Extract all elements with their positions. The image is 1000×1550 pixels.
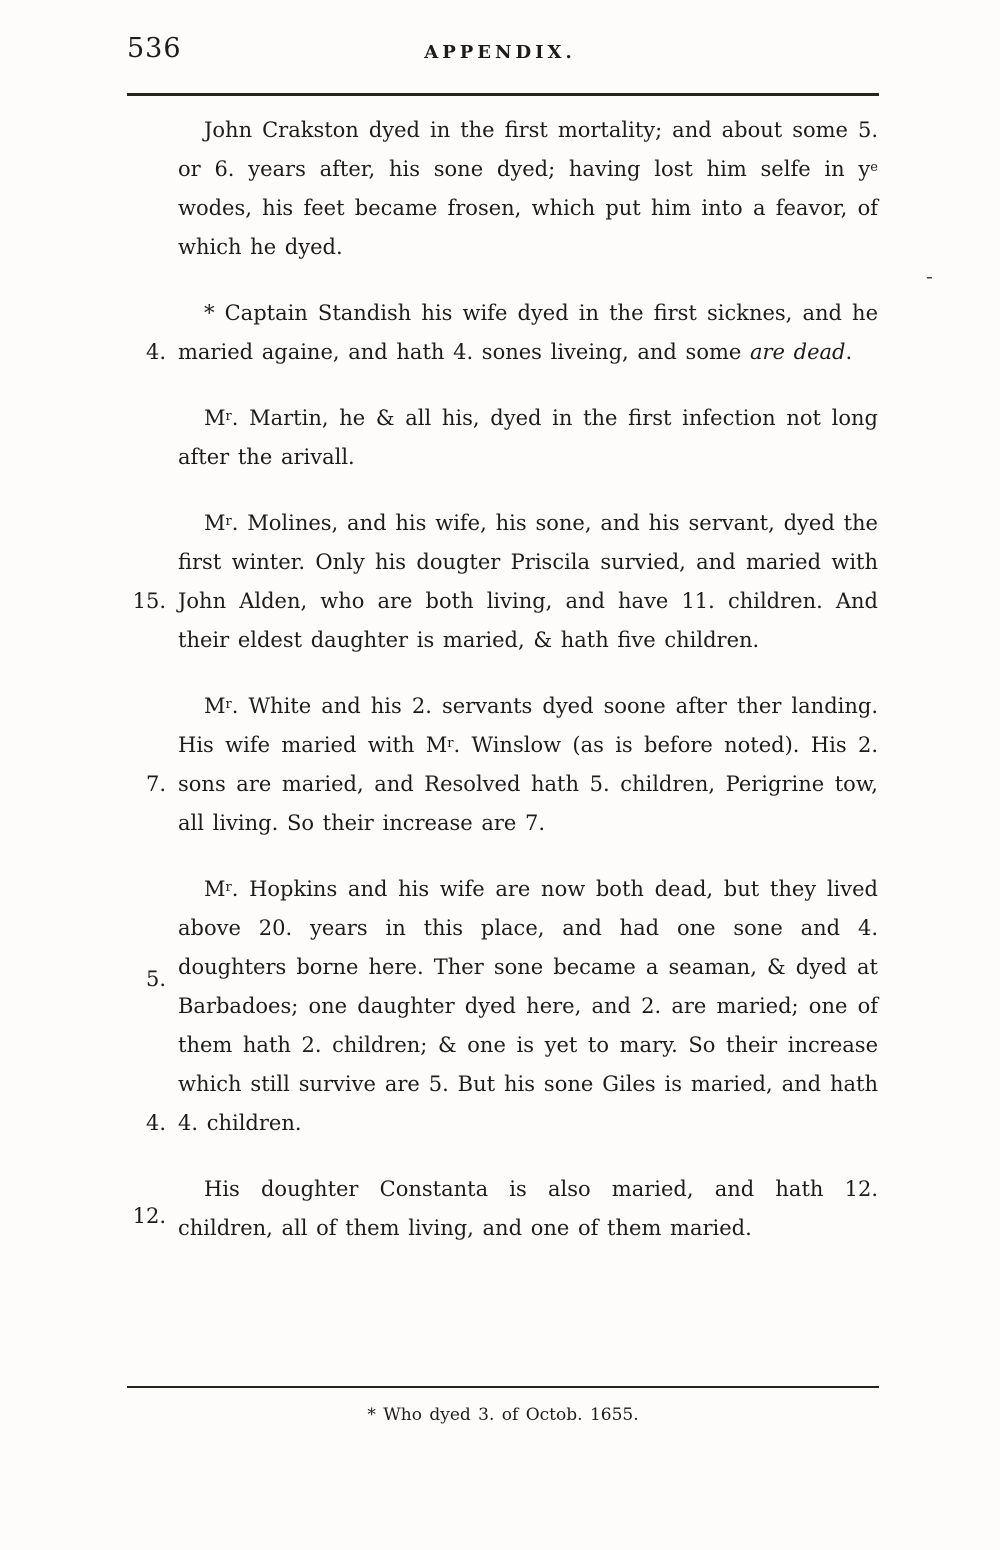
text-segment: are dead: [749, 340, 846, 364]
header-rule: [127, 93, 879, 96]
superscript: r: [225, 514, 232, 530]
paragraph: [178, 111, 878, 267]
superscript: r: [447, 736, 454, 752]
paragraph: [132, 1170, 878, 1248]
paragraph: [145, 294, 878, 372]
superscript: e: [870, 160, 878, 176]
text-segment: His doughter Constanta is also maried, and hath 12. children, all of them living, and one of them maried.: [178, 1177, 878, 1240]
text-segment: wodes, his feet became frosen, which put him into a feavor, of which he dyed.: [178, 196, 878, 259]
text-block: [132, 111, 878, 1275]
text-segment: .: [845, 340, 853, 364]
text-segment: . Hopkins and his wife are now both dead, but they lived above 20. years in this place, and had one sone and 4. doughters borne here. Ther sone became a seaman, & dyed at Barbadoes; one daughter dyed here, and 2. are maried; one of them hath 2. children; & one is yet to mary. So their increase which still survive are 5. But his sone Giles is maried, and hath 4. children.: [178, 877, 878, 1135]
text-segment: M: [204, 877, 226, 901]
superscript: r: [225, 880, 232, 896]
superscript: r: [225, 409, 232, 425]
page-number: 536: [127, 33, 182, 64]
paragraph: [145, 870, 878, 1143]
text-segment: * Captain Standish his wife dyed in the first sicknes, and he maried againe, and hath 4. sones liveing, and some: [178, 301, 878, 364]
paragraph: [132, 504, 878, 660]
text-segment: . Winslow (as is before noted). His 2. sons are maried, and Resolved hath 5. children, Perigrine tow, all living. So their increase are 7.: [178, 733, 878, 835]
margin-mark: -: [926, 264, 933, 288]
margin-number: 4.: [145, 340, 166, 364]
margin-number: 15.: [132, 589, 166, 613]
footnote: * Who dyed 3. of Octob. 1655.: [367, 1405, 639, 1425]
text-segment: . Martin, he & all his, dyed in the first infection not long after the arivall.: [178, 406, 878, 469]
footnote-rule: [127, 1386, 879, 1388]
text-segment: M: [204, 511, 226, 535]
margin-number: 12.: [132, 1204, 166, 1229]
text-segment: John Crakston dyed in the first mortality; and about some 5. or 6. years after, his sone dyed; having lost him selfe in y: [178, 118, 878, 181]
text-segment: M: [204, 406, 226, 430]
superscript: r: [225, 697, 232, 713]
margin-number: 4.: [145, 1111, 166, 1135]
text-segment: . Molines, and his wife, his sone, and his servant, dyed the first winter. Only his dougter Priscila survied, and maried with John Alden, who are both living, and have 11. children. And their eldest daughter is maried, & hath five children.: [178, 511, 878, 652]
paragraph: [145, 687, 878, 843]
text-segment: M: [204, 694, 226, 718]
margin-number: 5.: [145, 966, 166, 991]
margin-number: 7.: [145, 772, 166, 796]
footnote-area: [127, 1386, 879, 1425]
text-segment: . White and his 2. servants dyed soone after ther landing. His wife maried with M: [178, 694, 878, 757]
paragraph: [178, 399, 878, 477]
running-head: APPENDIX.: [424, 42, 576, 63]
